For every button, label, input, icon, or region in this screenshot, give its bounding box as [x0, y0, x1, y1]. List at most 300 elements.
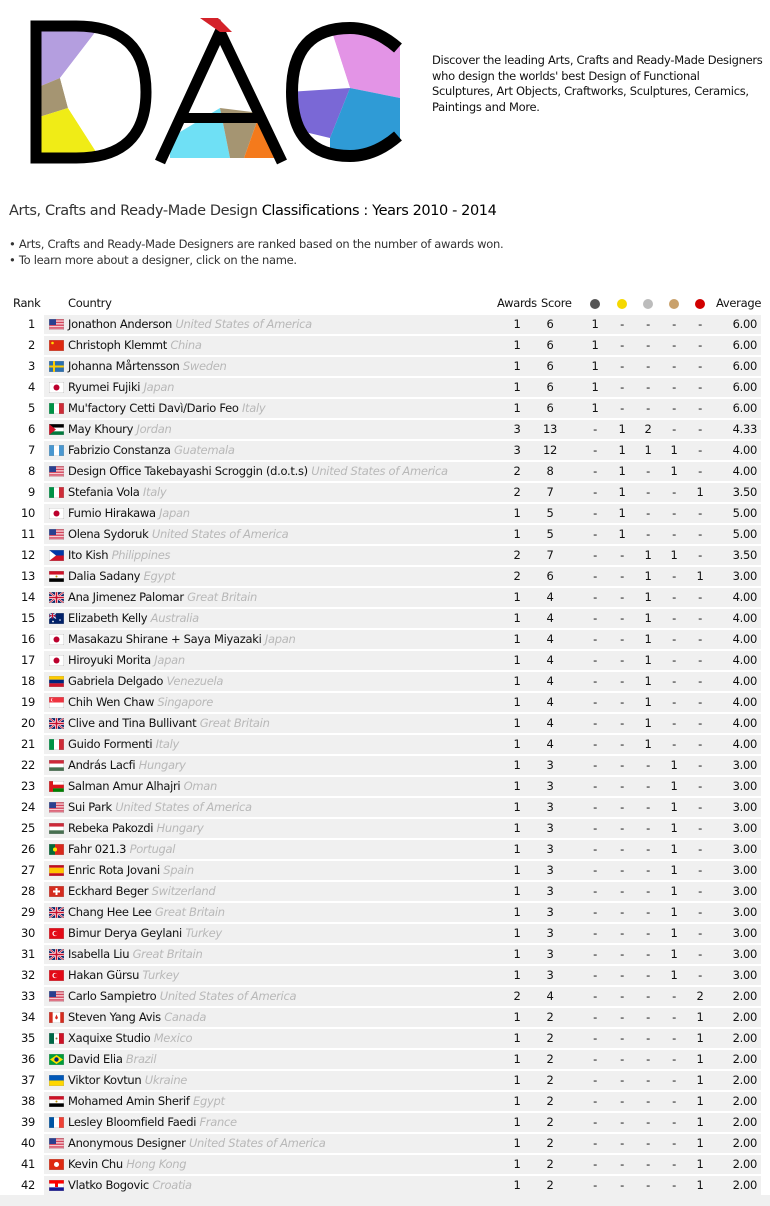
medal-bronze-count: - [672, 401, 676, 415]
medal-silver-count: - [646, 905, 650, 919]
average-cell: 3.00 [732, 842, 757, 856]
average-cell: 6.00 [732, 338, 757, 352]
medal-gold-count: - [620, 569, 624, 583]
flag-hu-icon [49, 760, 64, 771]
flag-se-icon [49, 361, 64, 372]
designer-link[interactable] [68, 674, 223, 688]
medal-iron-count: - [698, 863, 702, 877]
medal-platinum-count: - [593, 443, 597, 457]
designer-link[interactable] [68, 800, 252, 814]
medal-iron-count: - [698, 380, 702, 394]
medal-platinum-count: - [593, 527, 597, 541]
awards-cell: 1 [513, 401, 521, 415]
medal-gold-count: - [620, 989, 624, 1003]
medal-bronze-icon [669, 299, 679, 309]
medal-silver-count: - [646, 821, 650, 835]
average-cell: 5.00 [732, 527, 757, 541]
medal-bronze-count: - [672, 1157, 676, 1171]
medal-iron-count: - [698, 905, 702, 919]
designer-country: United States of America [311, 464, 448, 478]
score-cell: 2 [546, 1178, 554, 1192]
medal-platinum-count: - [593, 884, 597, 898]
designer-country: United States of America [159, 989, 297, 1003]
designer-link[interactable] [68, 569, 175, 583]
designer-country: Egypt [193, 1094, 225, 1108]
medal-iron-count: - [698, 590, 702, 604]
designer-link[interactable] [68, 884, 215, 898]
medal-platinum-count: - [593, 1115, 597, 1129]
awards-cell: 2 [513, 485, 521, 499]
medal-bronze-count: - [672, 1094, 676, 1108]
designer-link[interactable] [68, 905, 225, 919]
designer-country: Italy [155, 737, 180, 751]
flag-hk-icon [49, 1159, 64, 1170]
table-body [9, 314, 761, 1196]
medal-gold-count: - [620, 779, 624, 793]
medal-iron-count: - [698, 422, 702, 436]
designer-link[interactable] [68, 590, 257, 604]
designer-link[interactable] [68, 1115, 237, 1129]
medal-silver-count: - [646, 758, 650, 772]
medal-bronze-count: - [672, 653, 676, 667]
table-row [9, 608, 761, 629]
designer-link[interactable] [68, 758, 186, 772]
rank-cell: 33 [20, 989, 35, 1003]
rank-cell: 6 [27, 422, 35, 436]
medal-gold-count: - [620, 1010, 624, 1024]
rank-cell: 25 [20, 821, 35, 835]
designer-country: Canada [164, 1010, 207, 1024]
table-row [9, 713, 761, 734]
designer-country: France [199, 1115, 237, 1129]
designer-link[interactable] [68, 485, 166, 499]
designer-link[interactable] [68, 443, 235, 457]
average-cell: 2.00 [732, 1094, 757, 1108]
flag-gt-icon [49, 445, 64, 456]
designer-link[interactable] [68, 947, 202, 961]
designer-link[interactable] [68, 716, 270, 730]
designer-name: Gabriela Delgado [68, 674, 164, 688]
designer-country: United States of America [115, 800, 252, 814]
designer-link[interactable] [68, 506, 190, 520]
designer-name: Lesley Bloomfield Faedi [68, 1115, 197, 1129]
medal-platinum-count: 1 [591, 401, 599, 415]
medal-silver-count: - [646, 968, 650, 982]
medal-bronze-count: - [672, 632, 676, 646]
medal-iron-count: 1 [696, 1115, 704, 1129]
average-cell: 3.00 [732, 905, 757, 919]
medal-gold-count: - [620, 611, 624, 625]
medal-iron-count: 2 [696, 989, 704, 1003]
medal-platinum-count: - [593, 569, 597, 583]
medal-gold-count: 1 [618, 485, 626, 499]
medal-silver-count: 1 [644, 695, 652, 709]
designer-link[interactable] [68, 926, 222, 940]
medal-gold-count: - [620, 758, 624, 772]
flag-gb-icon [49, 907, 64, 918]
designer-name: Chih Wen Chaw [68, 695, 155, 709]
medal-iron-count: - [698, 548, 702, 562]
medal-iron-count: - [698, 401, 702, 415]
medal-gold-count: - [620, 842, 624, 856]
medal-gold-count: - [620, 1115, 624, 1129]
medal-gold-count: - [620, 1094, 624, 1108]
flag-sg-icon [49, 697, 64, 708]
medal-bronze-count: - [672, 338, 676, 352]
designer-link[interactable] [68, 338, 202, 352]
medal-gold-count: - [620, 821, 624, 835]
table-row [9, 839, 761, 860]
table-row [9, 1007, 761, 1028]
awards-cell: 1 [513, 590, 521, 604]
awards-cell: 1 [513, 695, 521, 709]
medal-silver-count: - [646, 1010, 650, 1024]
medal-iron-count: - [698, 653, 702, 667]
medal-iron-count: 1 [696, 1031, 704, 1045]
medal-silver-count: - [646, 527, 650, 541]
designer-name: Dalia Sadany [68, 569, 141, 583]
medal-platinum-count: - [593, 1073, 597, 1087]
medal-silver-count: - [646, 464, 650, 478]
score-cell: 6 [546, 380, 554, 394]
designer-link[interactable] [68, 1031, 192, 1045]
designer-country: United States of America [151, 527, 289, 541]
designer-name: Enric Rota Jovani [68, 863, 160, 877]
designer-link[interactable] [68, 464, 448, 478]
average-cell: 2.00 [732, 1178, 757, 1192]
designer-link[interactable] [68, 737, 179, 751]
medal-platinum-count: - [593, 989, 597, 1003]
designer-country: United States of America [175, 317, 312, 331]
awards-cell: 1 [513, 1157, 521, 1171]
designer-country: Japan [264, 632, 296, 646]
medal-silver-count: - [646, 485, 650, 499]
awards-cell: 1 [513, 338, 521, 352]
designer-country: Guatemala [174, 443, 235, 457]
rank-cell: 35 [20, 1031, 35, 1045]
flag-jp-icon [49, 508, 64, 519]
designer-name: Anonymous Designer [68, 1136, 186, 1150]
table-row [9, 776, 761, 797]
average-cell: 3.00 [732, 569, 757, 583]
medal-bronze-count: - [672, 359, 676, 373]
medal-platinum-count: - [593, 800, 597, 814]
average-cell: 3.00 [732, 947, 757, 961]
designer-name: Masakazu Shirane + Saya Miyazaki [68, 632, 262, 646]
designer-link[interactable] [68, 695, 213, 709]
medal-gold-count: - [620, 695, 624, 709]
medal-silver-count: 2 [644, 422, 652, 436]
medal-silver-count: - [646, 380, 650, 394]
flag-hu-icon [49, 823, 64, 834]
designer-link[interactable] [68, 1052, 156, 1066]
rank-cell: 5 [27, 401, 35, 415]
designer-link[interactable] [68, 989, 296, 1003]
medal-iron-count: 1 [696, 1073, 704, 1087]
medal-gold-count: - [620, 863, 624, 877]
rank-cell: 4 [27, 380, 35, 394]
medal-iron-count: - [698, 359, 702, 373]
designer-country: Japan [143, 380, 175, 394]
designer-link[interactable] [68, 968, 179, 982]
medal-silver-count: 1 [644, 548, 652, 562]
table-row [9, 629, 761, 650]
score-cell: 5 [546, 527, 554, 541]
table-row [9, 1175, 761, 1196]
designer-link[interactable] [68, 1136, 325, 1150]
flag-us-icon [49, 529, 64, 540]
score-cell: 6 [546, 401, 554, 415]
table-row [9, 1070, 761, 1091]
medal-platinum-count: 1 [591, 338, 599, 352]
designer-link[interactable] [68, 1157, 186, 1171]
awards-cell: 1 [513, 1010, 521, 1024]
medal-silver-count: - [646, 317, 650, 331]
average-cell: 4.00 [732, 611, 757, 625]
medal-platinum-count: - [593, 548, 597, 562]
table-row [9, 881, 761, 902]
awards-cell: 1 [513, 842, 521, 856]
rank-cell: 12 [20, 548, 35, 562]
medal-iron-count: - [698, 800, 702, 814]
awards-cell: 1 [513, 1136, 521, 1150]
col-score: Score [541, 296, 572, 310]
designer-link[interactable] [68, 842, 175, 856]
rank-cell: 17 [20, 653, 35, 667]
rank-cell: 30 [20, 926, 35, 940]
designer-link[interactable] [68, 380, 174, 394]
medal-gold-count: - [620, 716, 624, 730]
table-row [9, 986, 761, 1007]
medal-silver-count: 1 [644, 590, 652, 604]
average-cell: 6.00 [732, 359, 757, 373]
table-row [9, 356, 761, 377]
designer-link[interactable] [68, 548, 170, 562]
table-row [9, 650, 761, 671]
score-cell: 13 [542, 422, 558, 436]
designer-name: Ryumei Fujiki [68, 380, 141, 394]
score-cell: 2 [546, 1157, 554, 1171]
score-cell: 6 [546, 317, 554, 331]
medal-gold-count: 1 [618, 443, 626, 457]
rank-cell: 32 [20, 968, 35, 982]
average-cell: 4.00 [732, 695, 757, 709]
medal-silver-count: - [646, 506, 650, 520]
awards-cell: 1 [513, 611, 521, 625]
designer-country: Philippines [111, 548, 171, 562]
designer-link[interactable] [68, 317, 312, 331]
designer-name: Jonathon Anderson [68, 317, 173, 331]
rank-cell: 22 [20, 758, 35, 772]
designer-link[interactable] [68, 401, 265, 415]
average-cell: 3.00 [732, 821, 757, 835]
designer-link[interactable] [68, 1178, 192, 1192]
score-cell: 3 [546, 926, 554, 940]
medal-iron-count: - [698, 779, 702, 793]
designer-name: Mu'factory Cetti Davì/Dario Feo [68, 401, 239, 415]
flag-it-icon [49, 487, 64, 498]
medal-silver-count: - [646, 401, 650, 415]
designer-name: Fabrizio Constanza [68, 443, 171, 457]
medal-silver-count: 1 [644, 632, 652, 646]
score-cell: 3 [546, 758, 554, 772]
designer-link[interactable] [68, 632, 295, 646]
rank-cell: 38 [20, 1094, 35, 1108]
designer-name: Clive and Tina Bullivant [68, 716, 197, 730]
rank-cell: 34 [20, 1010, 35, 1024]
score-cell: 4 [546, 674, 554, 688]
rank-cell: 14 [20, 590, 35, 604]
designer-name: Eckhard Beger [68, 884, 149, 898]
average-cell: 2.00 [732, 1115, 757, 1129]
medal-platinum-count: - [593, 842, 597, 856]
awards-cell: 1 [513, 506, 521, 520]
medal-gold-count: - [620, 737, 624, 751]
medal-bronze-count: - [672, 380, 676, 394]
designer-link[interactable] [68, 1073, 187, 1087]
rank-cell: 27 [20, 863, 35, 877]
medal-bronze-count: - [672, 485, 676, 499]
medal-platinum-count: - [593, 716, 597, 730]
medal-silver-count: - [646, 1031, 650, 1045]
score-cell: 3 [546, 905, 554, 919]
designer-country: Japan [159, 506, 190, 520]
medal-silver-count: - [646, 338, 650, 352]
flag-tr-icon [49, 928, 64, 939]
medal-platinum-icon [590, 299, 600, 309]
designer-link[interactable] [68, 359, 227, 373]
table-row [9, 503, 761, 524]
medal-gold-count: - [620, 359, 624, 373]
average-cell: 4.00 [732, 674, 757, 688]
designer-link[interactable] [68, 611, 199, 625]
designer-link[interactable] [68, 821, 204, 835]
medal-platinum-count: - [593, 632, 597, 646]
medal-silver-count: - [646, 1052, 650, 1066]
average-cell: 3.00 [732, 863, 757, 877]
designer-country: Hong Kong [126, 1157, 187, 1171]
designer-link[interactable] [68, 1010, 206, 1024]
medal-iron-count: - [698, 674, 702, 688]
designer-link[interactable] [68, 527, 288, 541]
medal-gold-count: - [620, 1031, 624, 1045]
medal-bronze-count: - [672, 527, 676, 541]
score-cell: 4 [546, 737, 554, 751]
medal-silver-count: - [646, 842, 650, 856]
medal-bronze-count: - [672, 695, 676, 709]
flag-hr-icon [49, 1180, 64, 1191]
designer-name: Kevin Chu [68, 1157, 123, 1171]
designer-country: Italy [241, 401, 266, 415]
rank-cell: 8 [27, 464, 35, 478]
flag-it-icon [49, 403, 64, 414]
medal-iron-count: - [698, 737, 702, 751]
designer-country: Great Britain [199, 716, 270, 730]
medal-silver-count: 1 [644, 716, 652, 730]
average-cell: 2.00 [732, 1157, 757, 1171]
designer-country: Switzerland [151, 884, 216, 898]
medal-platinum-count: - [593, 1157, 597, 1171]
designer-name: Johanna Mårtensson [68, 359, 180, 373]
flag-ve-icon [49, 676, 64, 687]
score-cell: 3 [546, 947, 554, 961]
rank-cell: 3 [27, 359, 35, 373]
designer-name: Vlatko Bogovic [68, 1178, 149, 1192]
col-average: Average [716, 296, 762, 310]
medal-gold-count: - [620, 968, 624, 982]
medal-bronze-count: 1 [670, 443, 678, 457]
average-cell: 2.00 [732, 1073, 757, 1087]
designer-link[interactable] [68, 422, 171, 436]
rank-cell: 15 [20, 611, 35, 625]
designer-country: Portugal [129, 842, 176, 856]
medal-bronze-count: 1 [670, 779, 678, 793]
designer-link[interactable] [68, 653, 185, 667]
medal-bronze-count: - [672, 989, 676, 1003]
table-row [9, 692, 761, 713]
table-row [9, 944, 761, 965]
score-cell: 3 [546, 863, 554, 877]
average-cell: 3.00 [732, 968, 757, 982]
score-cell: 6 [546, 359, 554, 373]
medal-bronze-count: 1 [670, 884, 678, 898]
medal-silver-count: - [646, 926, 650, 940]
flag-eg-icon [49, 571, 64, 582]
medal-gold-count: 1 [618, 527, 626, 541]
table-row [9, 1028, 761, 1049]
medal-bronze-count: - [672, 1136, 676, 1150]
table-row [9, 923, 761, 944]
awards-cell: 1 [513, 1094, 521, 1108]
medal-platinum-count: - [593, 422, 597, 436]
medal-platinum-count: - [593, 695, 597, 709]
dac-logo[interactable] [30, 18, 410, 166]
medal-platinum-count: - [593, 611, 597, 625]
medal-platinum-count: - [593, 947, 597, 961]
medal-gold-count: - [620, 1073, 624, 1087]
medal-platinum-count: - [593, 464, 597, 478]
awards-cell: 1 [513, 821, 521, 835]
designer-link[interactable] [68, 863, 194, 877]
medal-iron-count: - [698, 968, 702, 982]
flag-us-icon [49, 466, 64, 477]
score-cell: 2 [546, 1094, 554, 1108]
awards-cell: 1 [513, 527, 521, 541]
score-cell: 4 [546, 653, 554, 667]
flag-jo-icon [49, 424, 64, 435]
designer-name: Ana Jimenez Palomar [68, 590, 184, 604]
medal-gold-count: 1 [618, 506, 626, 520]
designer-link[interactable] [68, 779, 217, 793]
col-rank: Rank [13, 296, 41, 310]
score-cell: 4 [546, 611, 554, 625]
medal-gold-count: - [620, 1178, 624, 1192]
medal-gold-count: - [620, 380, 624, 394]
rank-cell: 13 [20, 569, 35, 583]
average-cell: 2.00 [732, 1136, 757, 1150]
bottom-strip [0, 1195, 770, 1206]
table-row [9, 902, 761, 923]
designer-link[interactable] [68, 1094, 225, 1108]
table-row [9, 671, 761, 692]
score-cell: 5 [546, 506, 554, 520]
average-cell: 4.00 [732, 716, 757, 730]
medal-bronze-count: - [672, 1073, 676, 1087]
rank-cell: 18 [20, 674, 35, 688]
awards-cell: 1 [513, 926, 521, 940]
medal-silver-count: 1 [644, 737, 652, 751]
col-awards: Awards [497, 296, 537, 310]
